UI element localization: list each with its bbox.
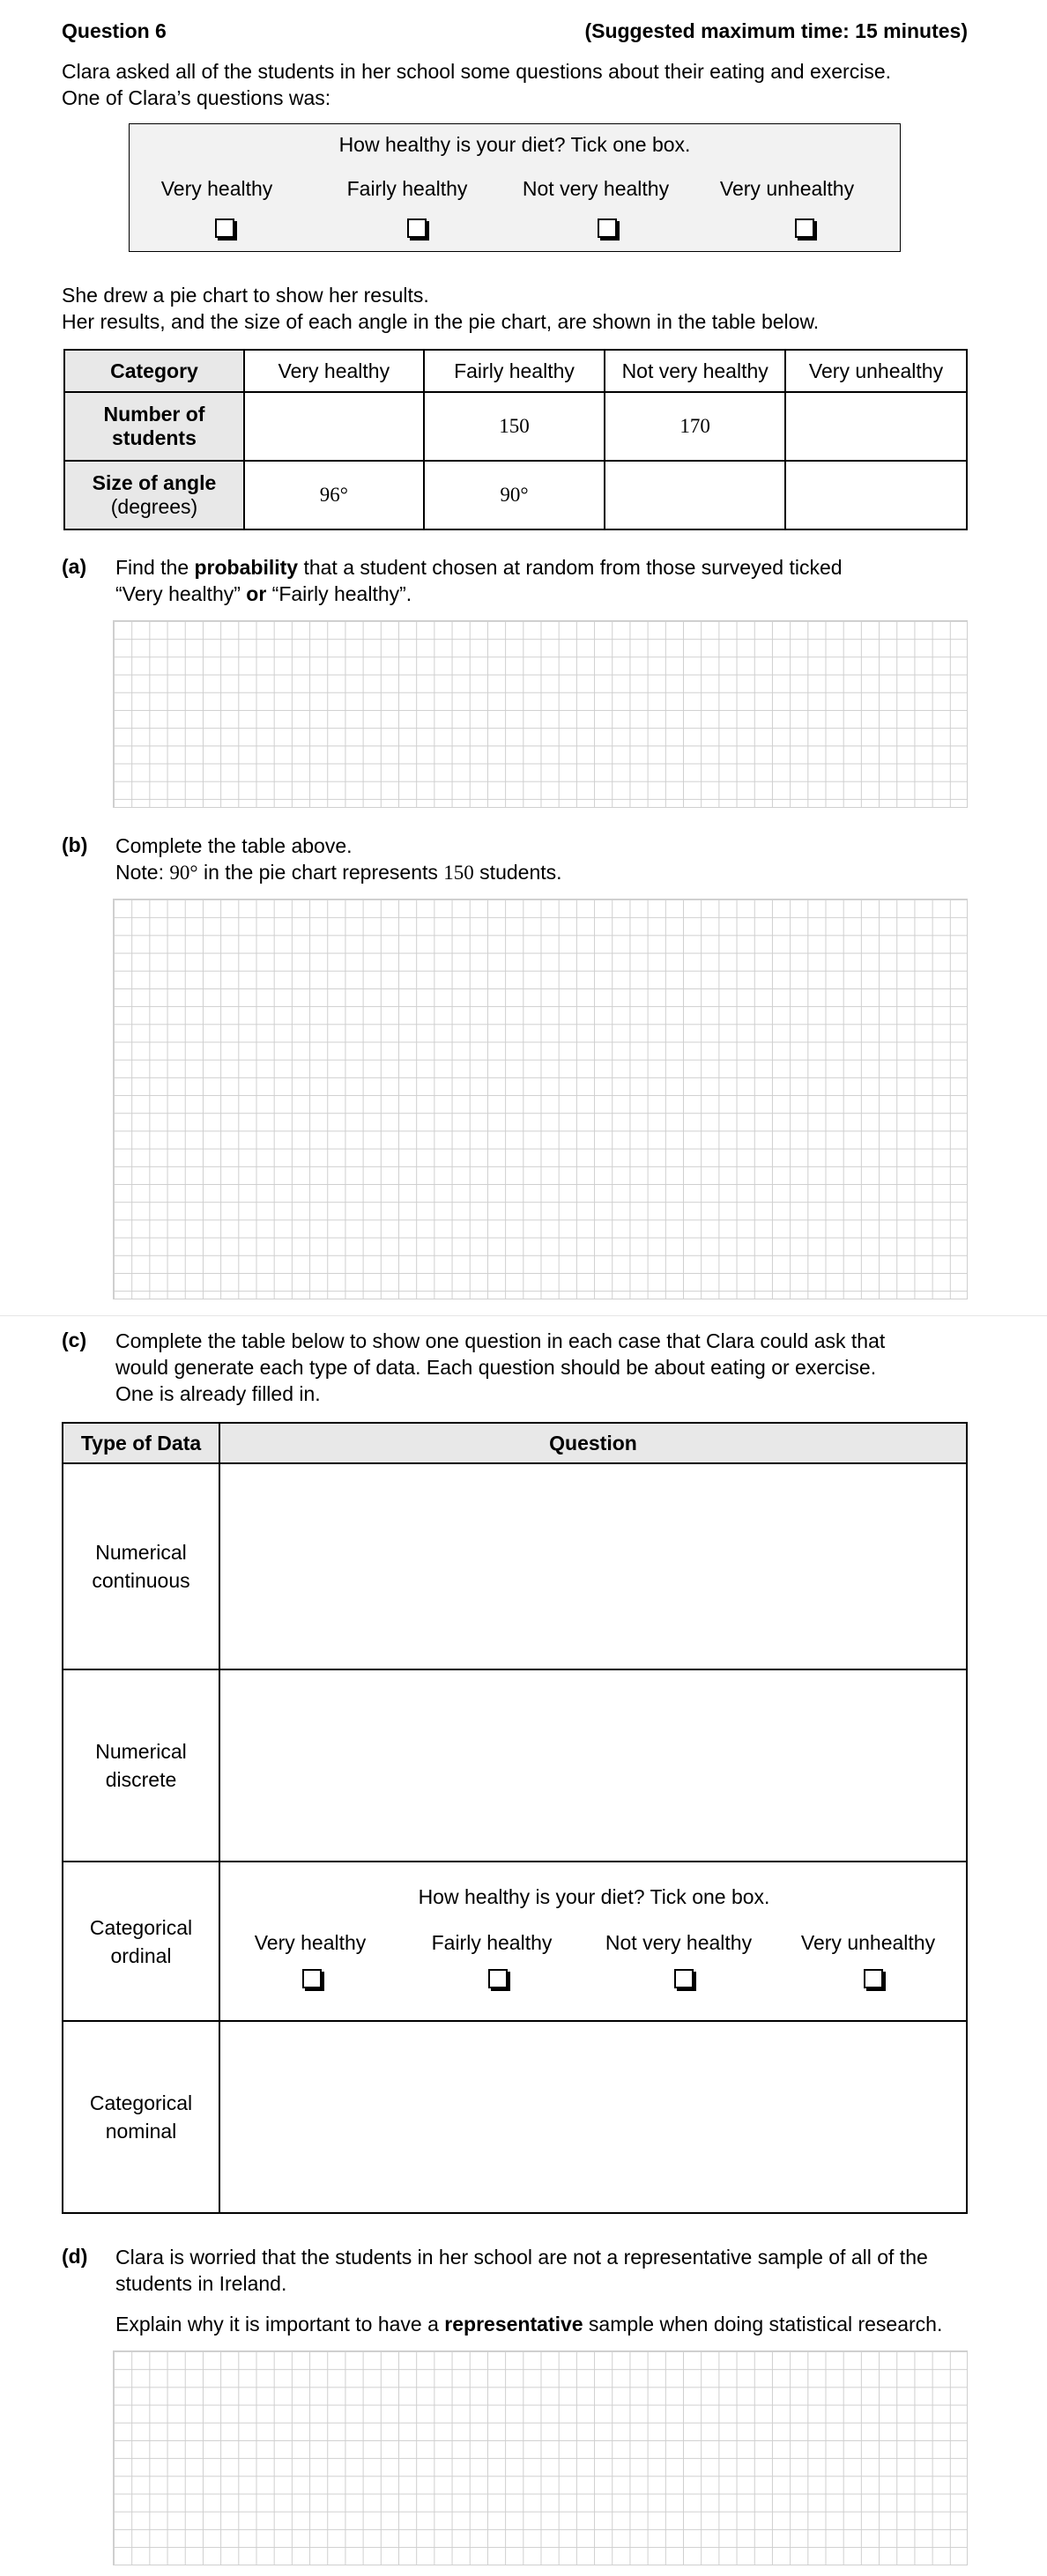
part-a-line-2 [115,581,843,607]
question-cell-numerical-continuous[interactable] [219,1463,967,1669]
type-numerical-continuous [63,1463,219,1669]
type-row-4-line-2: nominal [105,2120,177,2143]
part-a-line-1 [115,554,843,581]
checkbox-very-healthy[interactable] [215,218,234,238]
part-d-line-1: Clara is worried that the students in her school are not a representative sample of all of the [115,2246,928,2269]
angle-very-unhealthy[interactable] [785,461,967,529]
part-d-label: (d) [62,2245,88,2268]
angle-fairly-healthy: 90° [424,461,605,529]
ordinal-option-fairly-healthy: Fairly healthy [431,1931,553,1954]
question-number: Question 6 [62,19,167,42]
type-categorical-nominal [63,2021,219,2213]
ordinal-checkbox-very-unhealthy[interactable] [864,1969,883,1988]
type-row-1-line-2: continuous [92,1569,190,1592]
col-not-very-healthy: Not very healthy [605,350,785,392]
checkbox-not-very-healthy[interactable] [598,218,617,238]
survey-option-very-healthy: Very healthy [160,177,273,200]
probability-term: probability [194,556,299,579]
ordinal-option-very-unhealthy: Very unhealthy [800,1931,936,1954]
part-b-note-post: students. [473,861,562,884]
survey-option-very-unhealthy: Very unhealthy [719,177,855,200]
representative-term: representative [444,2313,583,2335]
question-cell-categorical-ordinal [219,1862,967,2021]
or-term: or [246,582,267,605]
students-label: Number of [103,403,205,426]
type-categorical-ordinal [63,1862,219,2021]
question-cell-categorical-nominal[interactable] [219,2021,967,2213]
type-row-1-line-1: Numerical [95,1541,187,1564]
part-a-text2-pre: “Very healthy” [115,582,247,605]
ordinal-option-not-very-healthy: Not very healthy [605,1931,753,1954]
part-b-text [115,833,562,886]
angle-label: Size of angle [92,471,217,494]
students-fairly-healthy: 150 [424,392,605,461]
students-very-unhealthy[interactable] [785,392,967,461]
part-d-line-2: students in Ireland. [115,2272,287,2295]
angle-label-2: (degrees) [110,495,198,518]
part-a-text1-pre: Find the [115,556,195,579]
checkbox-fairly-healthy[interactable] [407,218,427,238]
col-very-healthy: Very healthy [244,350,424,392]
part-c-line-1: Complete the table below to show one question in each case that Clara could ask that [115,1329,886,1352]
type-row-3-line-2: ordinal [110,1943,172,1967]
type-of-data-header: Type of Data [63,1423,219,1463]
part-d-text3-post: sample when doing statistical research. [583,2313,943,2335]
angle-not-very-healthy[interactable] [605,461,785,529]
part-a-text [115,554,843,607]
students-label-2: students [112,426,197,449]
survey-question-box [129,123,901,252]
part-b-note-pre: Note: [115,861,170,884]
page-divider [0,1315,1047,1316]
part-b-line-1: Complete the table above. [115,834,353,857]
type-row-4-line-1: Categorical [89,2091,193,2114]
question-cell-numerical-discrete[interactable] [219,1669,967,1862]
part-a-text2-post: “Fairly healthy”. [266,582,412,605]
col-fairly-healthy: Fairly healthy [424,350,605,392]
type-row-3-line-1: Categorical [89,1915,193,1939]
data-type-table [62,1422,968,2214]
part-b-angle: 90° [169,862,198,884]
ordinal-checkbox-fairly-healthy[interactable] [488,1969,508,1988]
question-header: Question [219,1423,967,1463]
ordinal-checkbox-not-very-healthy[interactable] [674,1969,694,1988]
pie-intro-line-1: She drew a pie chart to show her results. [62,284,429,307]
part-b-label: (b) [62,833,88,856]
ordinal-survey-prompt: How healthy is your diet? Tick one box. [418,1885,770,1908]
ordinal-option-very-healthy: Very healthy [254,1931,367,1954]
col-very-unhealthy: Very unhealthy [785,350,967,392]
part-d-line-3 [115,2311,942,2337]
intro-line-2: One of Clara’s questions was: [62,86,331,109]
type-row-2-line-2: discrete [105,1768,177,1791]
checkbox-very-unhealthy[interactable] [795,218,814,238]
answer-grid-b[interactable] [113,899,968,1299]
type-numerical-discrete [63,1669,219,1862]
part-a-text1-post: that a student chosen at random from those surveyed ticked [298,556,843,579]
ordinal-survey-example [220,1862,968,2022]
type-row-2-line-1: Numerical [95,1740,187,1763]
angle-very-healthy: 96° [244,461,424,529]
suggested-time: (Suggested maximum time: 15 minutes) [584,19,968,42]
part-c-line-3: One is already filled in. [115,1382,321,1405]
angle-row-header [64,461,244,529]
answer-grid-a[interactable] [113,620,968,808]
students-very-healthy[interactable] [244,392,424,461]
part-d-text [115,2244,942,2337]
survey-prompt: How healthy is your diet? Tick one box. [338,133,691,156]
survey-option-fairly-healthy: Fairly healthy [346,177,468,200]
part-d-text3-pre: Explain why it is important to have a [115,2313,445,2335]
part-a-label: (a) [62,555,87,578]
part-c-label: (c) [62,1329,87,1351]
students-row-header [64,392,244,461]
part-c-text [115,1328,885,1407]
survey-option-not-very-healthy: Not very healthy [522,177,670,200]
part-c-line-2: would generate each type of data. Each question should be about eating or exercise. [115,1356,877,1379]
intro-line-1: Clara asked all of the students in her school some questions about their eating and exercise. [62,60,892,83]
part-b-line-2 [115,859,562,886]
part-b-students: 150 [443,862,474,884]
pie-intro-line-2: Her results, and the size of each angle in the pie chart, are shown in the table below. [62,310,820,333]
part-b-note-mid: in the pie chart represents [197,861,444,884]
ordinal-checkbox-very-healthy[interactable] [302,1969,322,1988]
answer-grid-d[interactable] [113,2350,968,2565]
students-not-very-healthy: 170 [605,392,785,461]
results-table [63,349,968,530]
category-header: Category [64,350,244,392]
